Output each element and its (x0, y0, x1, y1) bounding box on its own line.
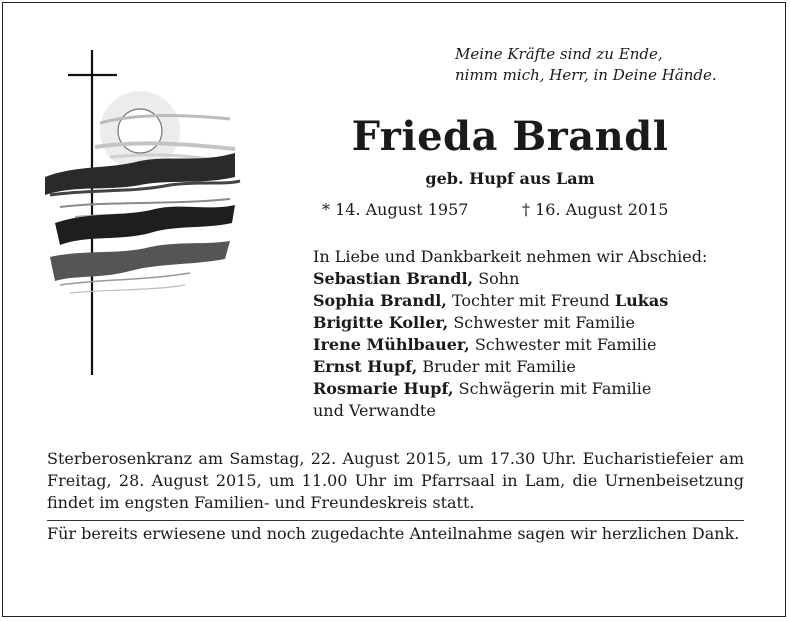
quote-line-2: nimm mich, Herr, in Deine Hände. (455, 66, 717, 84)
mourner-row (313, 290, 773, 312)
mourner-relation: Schwägerin mit Familie (453, 379, 652, 398)
mourner-row (313, 334, 773, 356)
funeral-notice: Sterberosenkranz am Samstag, 22. August 2015, um 17.30 Uhr. Eucharistiefeier am Freitag, 28. August 2015, um 11.00 Uhr im Pfarrsaal in Lam, die Urnenbeisetzung findet im engsten Familien- und Freundeskreis statt. (47, 449, 744, 512)
divider (47, 520, 744, 521)
mourner-relation: Tochter mit Freund (446, 291, 615, 310)
mourner-row (313, 312, 773, 334)
mourner-name: Brigitte Koller, (313, 313, 449, 332)
mourner-relation: Schwester mit Familie (448, 313, 635, 332)
mourner-name: Rosmarie Hupf, (313, 379, 454, 398)
mourner-relation: Bruder mit Familie (417, 357, 576, 376)
death-date: † 16. August 2015 (522, 200, 669, 219)
mourners-closing: und Verwandte (313, 401, 436, 420)
mourner-name: Sebastian Brandl, (313, 269, 474, 288)
quote (455, 44, 755, 86)
mourner-row (313, 378, 773, 400)
maiden-name: geb. Hupf aus Lam (425, 169, 595, 188)
mourners-intro: In Liebe und Dankbarkeit nehmen wir Abschied: (313, 247, 708, 266)
mourner-name: Sophia Brandl, (313, 291, 447, 310)
mourner-relation: Schwester mit Familie (469, 335, 657, 354)
mourner-name: Ernst Hupf, (313, 357, 418, 376)
mourner-row (313, 268, 773, 290)
cross-landscape-icon (20, 45, 260, 380)
thanks-text: Für bereits erwiesene und noch zugedachte Anteilnahme sagen wir herzlichen Dank. (47, 524, 740, 543)
birth-date: * 14. August 1957 (322, 200, 469, 219)
mourner-relation: Sohn (473, 269, 520, 288)
mourners-list (313, 246, 773, 422)
quote-line-1: Meine Kräfte sind zu Ende, (455, 45, 663, 63)
deceased-name: Frieda Brandl (351, 113, 669, 160)
mourner-row (313, 356, 773, 378)
mourner-extra: Lukas (614, 291, 669, 310)
mourner-name: Irene Mühlbauer, (313, 335, 470, 354)
